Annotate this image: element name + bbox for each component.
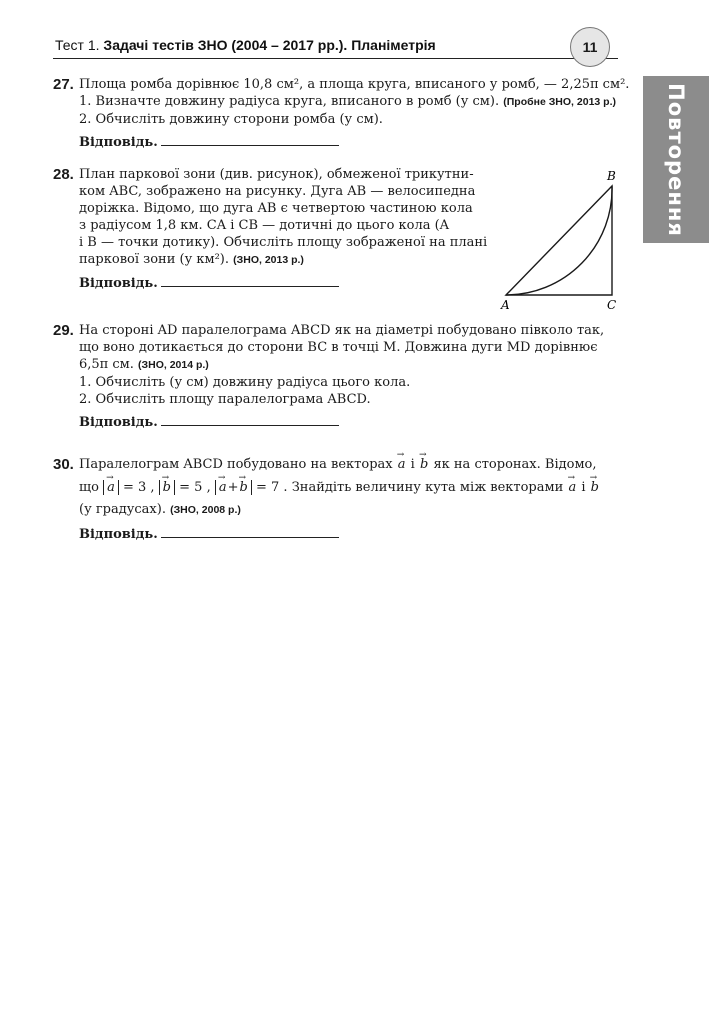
- problem-line-text: що: [79, 480, 99, 495]
- section-side-tab-label: Повторення: [664, 82, 688, 237]
- answer-label: Відповідь.: [79, 527, 158, 542]
- abs-vector-a: [103, 480, 119, 495]
- problem-line: 1. Обчисліть (у см) довжину радіуса цього кола.: [79, 375, 411, 390]
- problem-number: 27.: [53, 76, 74, 93]
- problem-line: і B — точки дотику). Обчисліть площу зображеної на плані: [79, 235, 488, 250]
- problem-line: [79, 453, 600, 476]
- answer-blank[interactable]: [161, 133, 339, 146]
- header-divider: [53, 58, 618, 59]
- problem-number: 29.: [53, 322, 74, 339]
- problem-source: (ЗНО, 2013 р.): [233, 254, 304, 266]
- vertex-label-c: C: [607, 298, 617, 312]
- problem-line: [79, 501, 600, 519]
- problem-line: з радіусом 1,8 км. CA і CB — дотичні до цього кола (A: [79, 218, 450, 233]
- problem-line-text: 1. Визначте довжину радіуса круга, вписаного в ромб (у см).: [79, 94, 500, 109]
- section-side-tab: [643, 76, 709, 243]
- page-number-badge: 11: [570, 27, 610, 67]
- vector-a: → a: [567, 476, 577, 499]
- problem-text: [79, 453, 600, 543]
- answer-row: [79, 413, 604, 431]
- abs-vector-b: [159, 480, 175, 495]
- page-title: Задачі тестів ЗНО (2004 – 2017 рр.). Планіметрія: [103, 37, 436, 53]
- equation: = 5 ,: [179, 480, 211, 495]
- equation: = 7 .: [255, 480, 288, 495]
- answer-row: [79, 133, 629, 151]
- problem-line: 2. Обчисліть довжину сторони ромба (у см).: [79, 112, 383, 127]
- problem-line-text: (у градусах).: [79, 502, 166, 517]
- problem-text: [79, 166, 487, 292]
- problem-line-text: 6,5π см.: [79, 357, 134, 372]
- problem-line: доріжка. Відомо, що дуга AB є четвертою частиною кола: [79, 201, 473, 216]
- vector-b: → b: [590, 476, 600, 499]
- problem-line: [79, 93, 629, 111]
- conjunction: і: [410, 457, 415, 472]
- abs-vector-sum: [215, 480, 252, 495]
- answer-row: [79, 525, 600, 543]
- plus-sign: +: [227, 480, 239, 495]
- problem-line: На стороні AD паралелограма ABCD як на діаметрі побудовано півколо так,: [79, 323, 605, 338]
- triangle-arc-figure: [496, 168, 626, 316]
- problem-line: що воно дотикається до сторони BC в точці M. Довжина дуги MD дорівнює: [79, 340, 598, 355]
- vector-a: → a: [106, 476, 116, 499]
- problem-line-text: паркової зони (у км²).: [79, 252, 230, 267]
- answer-blank[interactable]: [161, 525, 339, 538]
- problem-source: (Пробне ЗНО, 2013 р.): [503, 96, 616, 108]
- problem-source: (ЗНО, 2014 р.): [138, 359, 209, 371]
- vertex-label-a: A: [501, 298, 510, 312]
- problem-line-text: як на сторонах. Відомо,: [433, 457, 597, 472]
- problem-text: [79, 322, 604, 431]
- problem-line-text: Знайдіть величину кута між векторами: [291, 480, 564, 495]
- problem-line: [79, 356, 604, 374]
- answer-blank[interactable]: [161, 413, 339, 426]
- problem-number: 30.: [53, 456, 74, 473]
- problem-source: (ЗНО, 2008 р.): [170, 504, 241, 516]
- problem-line-text: Паралелограм ABCD побудовано на векторах: [79, 457, 393, 472]
- problem-line: ком ABC, зображено на рисунку. Дуга AB — велосипедна: [79, 184, 476, 199]
- problem-text: [79, 76, 629, 151]
- header-title: [55, 37, 436, 53]
- vector-b: → b: [239, 476, 249, 499]
- equation: = 3 ,: [122, 480, 155, 495]
- vector-a: → a: [218, 476, 228, 499]
- vector-b: → b: [419, 453, 429, 476]
- vector-b: → b: [162, 476, 172, 499]
- answer-blank[interactable]: [161, 274, 339, 287]
- problem-number: 28.: [53, 166, 74, 183]
- vector-a: → a: [397, 453, 407, 476]
- answer-label: Відповідь.: [79, 135, 158, 150]
- vertex-label-b: B: [607, 169, 616, 183]
- answer-label: Відповідь.: [79, 415, 158, 430]
- problem-line: План паркової зони (див. рисунок), обмеженої трикутни-: [79, 167, 474, 182]
- test-prefix: Тест 1.: [55, 37, 100, 53]
- answer-row: [79, 274, 487, 292]
- answer-label: Відповідь.: [79, 276, 158, 291]
- problem-line: 2. Обчисліть площу паралелограма ABCD.: [79, 392, 371, 407]
- problem-line: Площа ромба дорівнює 10,8 см², а площа круга, вписаного у ромб, — 2,25π см².: [79, 77, 630, 92]
- problem-line: [79, 476, 600, 499]
- triangle-abc: [506, 186, 612, 295]
- problem-line: [79, 251, 487, 269]
- conjunction: і: [581, 480, 586, 495]
